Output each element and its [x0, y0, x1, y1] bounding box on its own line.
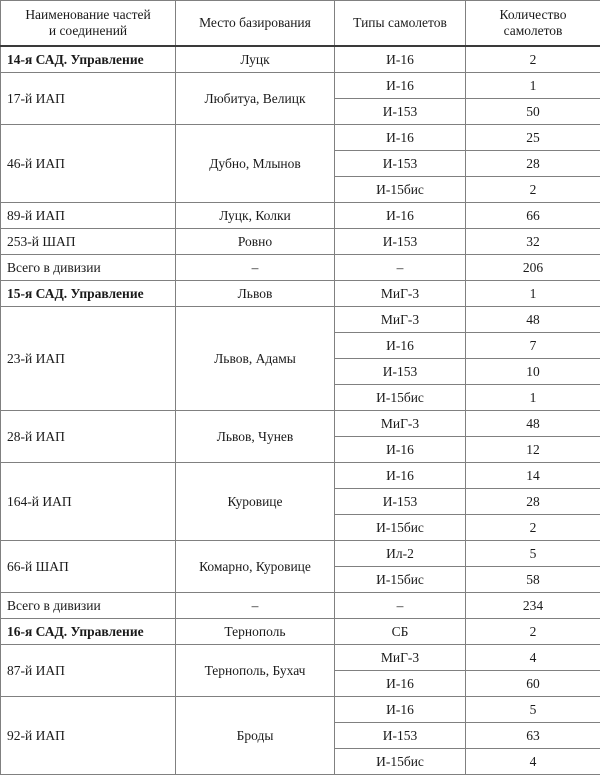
aircraft-count-cell: 2: [466, 515, 600, 541]
base-location-cell: Тернополь: [176, 619, 335, 645]
unit-name-cell: 17-й ИАП: [1, 73, 176, 125]
table-row: [1, 255, 600, 281]
table-row: [1, 203, 600, 229]
aircraft-type-cell: МиГ-3: [335, 307, 466, 333]
aircraft-type-cell: И-153: [335, 229, 466, 255]
aircraft-count-cell: 2: [466, 619, 600, 645]
aircraft-count-cell: 25: [466, 125, 600, 151]
aircraft-count-cell: 10: [466, 359, 600, 385]
base-location-cell: Львов, Чунев: [176, 411, 335, 463]
unit-name-cell: 66-й ШАП: [1, 541, 176, 593]
table-body: [1, 46, 600, 775]
division-total-label: Всего в дивизии: [1, 255, 176, 281]
aircraft-count-cell: 1: [466, 281, 600, 307]
base-location-cell: Комарно, Куровице: [176, 541, 335, 593]
base-location-cell: –: [176, 593, 335, 619]
table-row: [1, 463, 600, 489]
unit-name-cell: 28-й ИАП: [1, 411, 176, 463]
unit-name-cell: 23-й ИАП: [1, 307, 176, 411]
aircraft-type-cell: И-153: [335, 151, 466, 177]
division-total-label: Всего в дивизии: [1, 593, 176, 619]
aircraft-count-cell: 2: [466, 46, 600, 73]
aircraft-type-cell: И-153: [335, 359, 466, 385]
base-location-cell: Броды: [176, 697, 335, 775]
table-row: [1, 73, 600, 99]
column-header-base: Место базирования: [176, 1, 335, 47]
column-header-count: [466, 1, 600, 47]
aircraft-type-cell: И-153: [335, 99, 466, 125]
aircraft-count-cell: 5: [466, 697, 600, 723]
table-row: [1, 46, 600, 73]
aircraft-type-cell: И-15бис: [335, 177, 466, 203]
table-row: [1, 229, 600, 255]
aircraft-type-cell: И-153: [335, 489, 466, 515]
unit-name-cell: 14-я САД. Управление: [1, 46, 176, 73]
aircraft-type-cell: И-16: [335, 671, 466, 697]
base-location-cell: Куровице: [176, 463, 335, 541]
base-location-cell: Львов, Адамы: [176, 307, 335, 411]
table-row: [1, 645, 600, 671]
aircraft-type-cell: И-15бис: [335, 567, 466, 593]
base-location-cell: Дубно, Млынов: [176, 125, 335, 203]
base-location-cell: Львов: [176, 281, 335, 307]
table-row: [1, 593, 600, 619]
column-header-count-line1: Количество: [472, 7, 594, 23]
unit-name-cell: 253-й ШАП: [1, 229, 176, 255]
aircraft-count-cell: 48: [466, 411, 600, 437]
aircraft-type-cell: И-15бис: [335, 749, 466, 775]
table-row: [1, 697, 600, 723]
aircraft-type-cell: И-16: [335, 333, 466, 359]
column-header-unit-line1: Наименование частей: [7, 7, 169, 23]
column-header-unit-line2: и соединений: [7, 23, 169, 39]
aircraft-type-cell: И-153: [335, 723, 466, 749]
aircraft-type-cell: –: [335, 593, 466, 619]
aircraft-count-cell: 58: [466, 567, 600, 593]
aircraft-count-cell: 234: [466, 593, 600, 619]
aircraft-type-cell: СБ: [335, 619, 466, 645]
table-row: [1, 541, 600, 567]
aircraft-count-cell: 5: [466, 541, 600, 567]
unit-name-cell: 164-й ИАП: [1, 463, 176, 541]
column-header-type: Типы самолетов: [335, 1, 466, 47]
unit-name-cell: 16-я САД. Управление: [1, 619, 176, 645]
base-location-cell: Ровно: [176, 229, 335, 255]
aircraft-type-cell: Ил-2: [335, 541, 466, 567]
aircraft-type-cell: И-16: [335, 203, 466, 229]
table-row: [1, 411, 600, 437]
aircraft-count-cell: 28: [466, 489, 600, 515]
aircraft-count-cell: 14: [466, 463, 600, 489]
aircraft-type-cell: МиГ-3: [335, 411, 466, 437]
unit-name-cell: 89-й ИАП: [1, 203, 176, 229]
aircraft-count-cell: 12: [466, 437, 600, 463]
unit-name-cell: 92-й ИАП: [1, 697, 176, 775]
base-location-cell: Тернополь, Бухач: [176, 645, 335, 697]
unit-name-cell: 87-й ИАП: [1, 645, 176, 697]
base-location-cell: Любитуа, Велицк: [176, 73, 335, 125]
aircraft-count-cell: 1: [466, 73, 600, 99]
aircraft-count-cell: 28: [466, 151, 600, 177]
aircraft-count-cell: 7: [466, 333, 600, 359]
aircraft-type-cell: –: [335, 255, 466, 281]
aircraft-type-cell: И-15бис: [335, 515, 466, 541]
aircraft-count-cell: 63: [466, 723, 600, 749]
column-header-count-line2: самолетов: [472, 23, 594, 39]
base-location-cell: Луцк: [176, 46, 335, 73]
aircraft-type-cell: И-16: [335, 437, 466, 463]
table-row: [1, 307, 600, 333]
aircraft-count-cell: 2: [466, 177, 600, 203]
aircraft-type-cell: И-16: [335, 46, 466, 73]
base-location-cell: –: [176, 255, 335, 281]
aircraft-count-cell: 66: [466, 203, 600, 229]
aircraft-count-cell: 60: [466, 671, 600, 697]
aircraft-type-cell: МиГ-3: [335, 281, 466, 307]
aircraft-count-cell: 32: [466, 229, 600, 255]
aircraft-type-cell: И-16: [335, 125, 466, 151]
aircraft-count-cell: 4: [466, 645, 600, 671]
aircraft-count-cell: 206: [466, 255, 600, 281]
unit-name-cell: 15-я САД. Управление: [1, 281, 176, 307]
header-row: [1, 1, 600, 47]
aircraft-type-cell: И-15бис: [335, 385, 466, 411]
aircraft-type-cell: МиГ-3: [335, 645, 466, 671]
aircraft-type-cell: И-16: [335, 697, 466, 723]
unit-name-cell: 46-й ИАП: [1, 125, 176, 203]
aircraft-count-cell: 50: [466, 99, 600, 125]
aircraft-count-cell: 1: [466, 385, 600, 411]
table-row: [1, 619, 600, 645]
base-location-cell: Луцк, Колки: [176, 203, 335, 229]
aircraft-type-cell: И-16: [335, 463, 466, 489]
aircraft-type-cell: И-16: [335, 73, 466, 99]
aircraft-count-cell: 48: [466, 307, 600, 333]
table-row: [1, 281, 600, 307]
column-header-unit: [1, 1, 176, 47]
table-row: [1, 125, 600, 151]
table-header: [1, 1, 600, 47]
aircraft-count-cell: 4: [466, 749, 600, 775]
